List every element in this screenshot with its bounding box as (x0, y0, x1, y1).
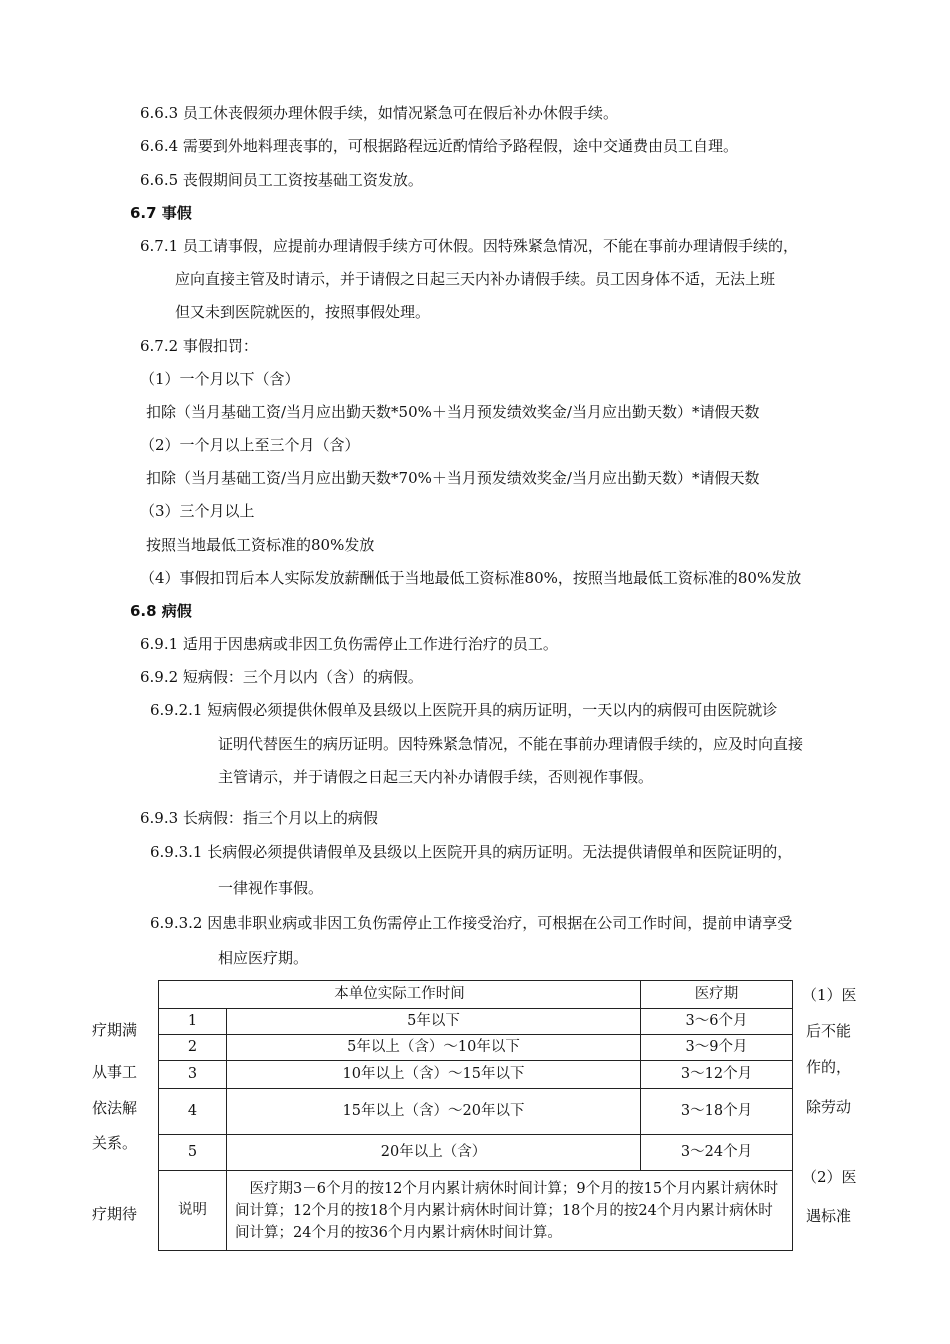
clause-6-7-1-line3: 但又未到医院就医的，按照事假处理。 (175, 303, 431, 321)
clause-6-7-1-line1: 6.7.1 员工请事假，应提前办理请假手续方可休假。因特殊紧急情况，不能在事前办理请假手续的， (140, 237, 798, 255)
row-work-time: 15年以上（含）～20年以下 (227, 1089, 641, 1135)
table-row (159, 1035, 793, 1061)
table-row (159, 1009, 793, 1035)
row-number: 2 (159, 1035, 227, 1061)
side-right-3: 作的， (806, 1058, 852, 1076)
row-number: 4 (159, 1089, 227, 1135)
note-text: 医疗期3－6个月的按12个月内累计病休时间计算；9个月的按15个月内累计病休时间计算；12个月的按18个月内累计病休时间计算；18个月的按24个月内累计病休时间计算；24个月的按36个月内累计病休时间计算。 (227, 1171, 793, 1251)
clause-6-9-2-1-line3: 主管请示，并于请假之日起三天内补办请假手续，否则视作事假。 (218, 768, 654, 786)
table-row (159, 1089, 793, 1135)
side-right-2: 后不能 (806, 1022, 852, 1040)
clause-6-6-4: 6.6.4 需要到外地料理丧事的，可根据路程远近酌情给予路程假，途中交通费由员工自理。 (140, 137, 738, 155)
item-1: （1）一个月以下（含） (140, 370, 300, 388)
side-left-4: 关系。 (92, 1134, 138, 1152)
item-2: （2）一个月以上至三个月（含） (140, 436, 360, 454)
clause-6-7-1-line2: 应向直接主管及时请示，并于请假之日起三天内补办请假手续。员工因身体不适，无法上班 (175, 270, 776, 288)
side-left-2: 从事工 (92, 1063, 138, 1081)
row-period: 3～12个月 (641, 1061, 793, 1089)
header-medical-period: 医疗期 (641, 981, 793, 1009)
side-right-5: （2）医 (802, 1168, 857, 1186)
clause-6-9-3-1-line1: 6.9.3.1 长病假必须提供请假单及县级以上医院开具的病历证明。无法提供请假单和医院证明的， (150, 843, 793, 861)
clause-6-6-3: 6.6.3 员工休丧假须办理休假手续，如情况紧急可在假后补办休假手续。 (140, 104, 618, 122)
row-number: 3 (159, 1061, 227, 1089)
clause-6-9-2-1-line2: 证明代替医生的病历证明。因特殊紧急情况，不能在事前办理请假手续的，应及时向直接 (218, 735, 804, 753)
clause-6-7-2: 6.7.2 事假扣罚： (140, 337, 258, 355)
side-left-1: 疗期满 (92, 1021, 138, 1039)
heading-6-8: 6.8 病假 (130, 602, 192, 620)
header-work-time: 本单位实际工作时间 (159, 981, 641, 1009)
row-number: 1 (159, 1009, 227, 1035)
side-left-5: 疗期待 (92, 1205, 138, 1223)
clause-6-9-3-2-line2: 相应医疗期。 (218, 949, 309, 967)
item-1-detail: 扣除（当月基础工资/当月应出勤天数*50%＋当月预发绩效奖金/当月应出勤天数）*请假天数 (146, 403, 760, 421)
row-work-time: 5年以上（含）～10年以下 (227, 1035, 641, 1061)
clause-6-9-2: 6.9.2 短病假：三个月以内（含）的病假。 (140, 668, 423, 686)
row-work-time: 5年以下 (227, 1009, 641, 1035)
side-right-6: 遇标准 (806, 1207, 852, 1225)
item-3: （3）三个月以上 (140, 502, 255, 520)
note-label: 说明 (159, 1171, 227, 1251)
row-period: 3～18个月 (641, 1089, 793, 1135)
heading-6-7: 6.7 事假 (130, 204, 192, 222)
item-2-detail: 扣除（当月基础工资/当月应出勤天数*70%＋当月预发绩效奖金/当月应出勤天数）*请假天数 (146, 469, 760, 487)
side-right-1: （1）医 (802, 986, 857, 1004)
table-header-row (159, 981, 793, 1009)
row-number: 5 (159, 1135, 227, 1171)
row-work-time: 10年以上（含）～15年以下 (227, 1061, 641, 1089)
row-work-time: 20年以上（含） (227, 1135, 641, 1171)
item-3-detail: 按照当地最低工资标准的80%发放 (146, 536, 375, 554)
table-row (159, 1135, 793, 1171)
side-left-3: 依法解 (92, 1099, 138, 1117)
item-4: （4）事假扣罚后本人实际发放薪酬低于当地最低工资标准80%，按照当地最低工资标准的80%发放 (140, 569, 802, 587)
clause-6-6-5: 6.6.5 丧假期间员工工资按基础工资发放。 (140, 171, 423, 189)
side-right-4: 除劳动 (806, 1098, 852, 1116)
medical-period-table (158, 980, 793, 1251)
clause-6-9-3: 6.9.3 长病假：指三个月以上的病假 (140, 809, 378, 827)
row-period: 3～24个月 (641, 1135, 793, 1171)
clause-6-9-3-1-line2: 一律视作事假。 (218, 879, 324, 897)
table-note-row (159, 1171, 793, 1251)
table-row (159, 1061, 793, 1089)
clause-6-9-2-1-line1: 6.9.2.1 短病假必须提供休假单及县级以上医院开具的病历证明，一天以内的病假可由医院就诊 (150, 701, 778, 719)
clause-6-9-3-2-line1: 6.9.3.2 因患非职业病或非因工负伤需停止工作接受治疗，可根据在公司工作时间，提前申请享受 (150, 914, 793, 932)
clause-6-9-1: 6.9.1 适用于因患病或非因工负伤需停止工作进行治疗的员工。 (140, 635, 558, 653)
row-period: 3～9个月 (641, 1035, 793, 1061)
row-period: 3～6个月 (641, 1009, 793, 1035)
